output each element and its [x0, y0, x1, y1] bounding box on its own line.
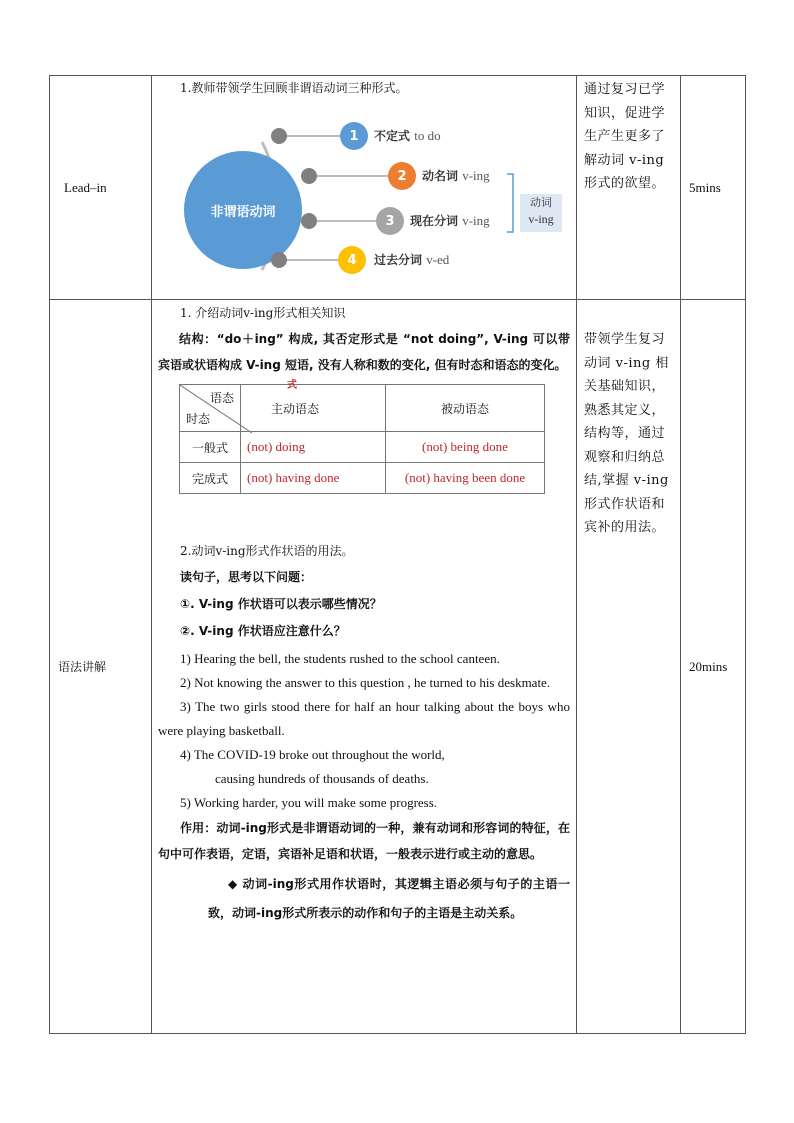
- step2-title: 2.动词v-ing形式作状语的用法。: [180, 544, 354, 558]
- item-infinitive: [374, 127, 441, 144]
- stage-cell: [50, 76, 152, 300]
- sentence-1: 1) Hearing the bell, the students rushed to the school canteen.: [180, 651, 500, 666]
- col-active-label: 主动语态: [271, 401, 320, 416]
- passive-form: (not) being done: [386, 432, 545, 463]
- nonfinite-verb-diagram: [174, 96, 594, 286]
- item-en: v-ing: [462, 168, 490, 183]
- sentence-4: 4) The COVID-19 broke out throughout the world,: [180, 747, 445, 762]
- stage-label: Lead–in: [64, 179, 107, 195]
- item-past-participle: [374, 251, 449, 268]
- item-en: v-ed: [426, 252, 450, 267]
- read-prompt: 读句子，思考以下问题：: [180, 570, 313, 584]
- center-circle: 非谓语动词: [184, 151, 302, 269]
- tense-label: 完成式: [180, 463, 241, 494]
- item-present-participle: [410, 212, 490, 229]
- lesson-plan-table: [49, 75, 746, 1034]
- tense-label: 一般式: [180, 432, 241, 463]
- gerund-summary-box: [520, 194, 562, 232]
- row-grammar: [50, 300, 746, 1034]
- question-2: ②. V-ing 作状语应注意什么？: [180, 624, 346, 638]
- sentence-3: 3) The two girls stood there for half an hour talking about the boys who were playing basketball.: [158, 699, 570, 738]
- stage-cell: [50, 300, 152, 1034]
- item-en: to do: [414, 128, 441, 143]
- item-cn: 现在分词: [410, 214, 459, 228]
- forms-corner: [180, 385, 241, 432]
- step-title: 1.教师带领学生回顾非谓语动词三种形式。: [180, 81, 408, 95]
- question-1: ①. V-ing 作状语可以表示哪些情况？: [180, 597, 382, 611]
- time-label: 20mins: [689, 658, 728, 674]
- item-cn: 过去分词: [374, 253, 423, 267]
- col-passive: 被动语态: [386, 385, 545, 432]
- forms-row: [180, 432, 545, 463]
- number-badge-2: 2: [388, 162, 416, 190]
- corner-mark: 式: [287, 380, 297, 391]
- connector-dot: [271, 128, 287, 144]
- item-gerund: [422, 167, 490, 184]
- time-cell: [681, 300, 746, 1034]
- sentence-4-cont: causing hundreds of thousands of deaths.: [215, 771, 429, 786]
- col-active: [241, 380, 386, 432]
- aim-cell: 带领学生复习动词 v-ing 相关基础知识，熟悉其定义，结构等，通过观察和归纳总结,掌握 v-ing 形式作状语和宾补的用法。: [577, 300, 681, 1034]
- note-paragraph: ◆ 动词-ing形式用作状语时，其逻辑主语必须与句子的主语一致，动词-ing形式所表示的动作和句子的主语是主动关系。: [208, 877, 570, 920]
- stage-label: 语法讲解: [58, 660, 107, 674]
- activity-cell: [152, 300, 577, 1034]
- time-label: 5mins: [689, 179, 721, 195]
- connector-dot: [301, 168, 317, 184]
- item-cn: 动名词: [422, 169, 459, 183]
- active-form: (not) having done: [241, 463, 386, 494]
- passive-form: (not) having been done: [386, 463, 545, 494]
- number-badge-1: 1: [340, 122, 368, 150]
- aim-cell: 通过复习已学知识，促进学生产生更多了解动词 v-ing 形式的欲望。: [577, 76, 681, 300]
- step1-title: 1. 介绍动词v-ing形式相关知识: [180, 306, 346, 320]
- connector-dot: [301, 213, 317, 229]
- function-paragraph: 作用：动词-ing形式是非谓语动词的一种，兼有动词和形容词的特征，在句中可作表语，定语，宾语补足语和状语，一般表示进行或主动的意思。: [158, 821, 570, 861]
- forms-row: [180, 463, 545, 494]
- active-form: (not) doing: [241, 432, 386, 463]
- sentence-2: 2) Not knowing the answer to this question , he turned to his deskmate.: [180, 675, 551, 690]
- activity-cell: [152, 76, 577, 300]
- row-lead-in: [50, 76, 746, 300]
- time-cell: [681, 76, 746, 300]
- item-cn: 不定式: [374, 129, 411, 143]
- sentence-5: 5) Working harder, you will make some progress.: [180, 795, 438, 810]
- corner-tense: 时态: [186, 412, 211, 426]
- number-badge-4: 4: [338, 246, 366, 274]
- side-cn: 动词: [530, 196, 552, 209]
- side-en: v-ing: [528, 212, 554, 226]
- structure-paragraph: 结构：“do＋ing” 构成, 其否定形式是 “not doing”, V-ing 可以带宾语或状语构成 V-ing 短语, 没有人称和数的变化, 但有时态和语态的变化。: [158, 332, 570, 372]
- forms-table: [179, 380, 545, 494]
- number-badge-3: 3: [376, 207, 404, 235]
- corner-voice: 语态: [209, 391, 234, 405]
- connector-dot: [271, 252, 287, 268]
- item-en: v-ing: [462, 213, 490, 228]
